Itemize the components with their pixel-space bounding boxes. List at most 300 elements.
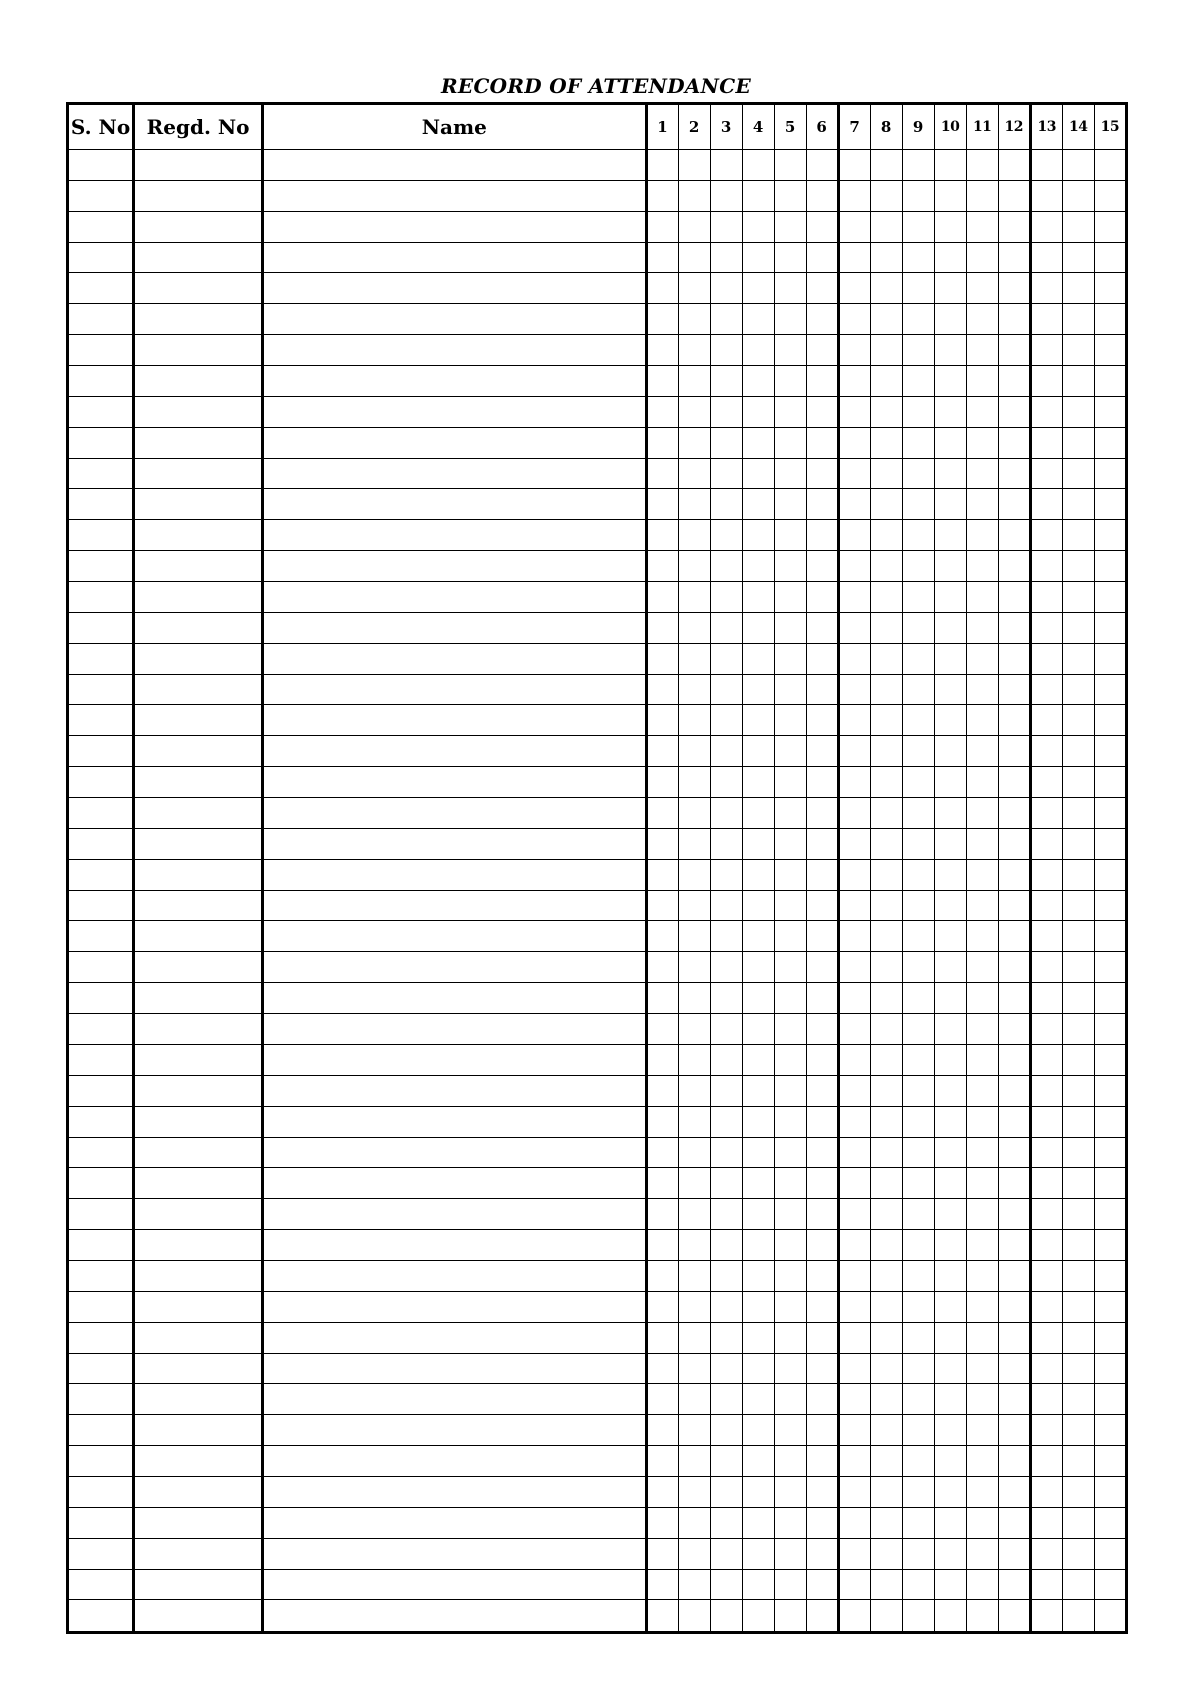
day-12-cell: [998, 612, 1030, 643]
day-3-cell: [710, 304, 742, 335]
day-3-cell: [710, 798, 742, 829]
day-11-cell: [966, 859, 998, 890]
name-cell: [263, 211, 646, 242]
day-9-cell: [902, 643, 934, 674]
day-8-cell: [870, 705, 902, 736]
day-8-cell: [870, 458, 902, 489]
day-15-cell: [1094, 890, 1126, 921]
day-3-cell: [710, 705, 742, 736]
day-10-cell: [934, 736, 966, 767]
day-8-cell: [870, 983, 902, 1014]
day-15-cell: [1094, 612, 1126, 643]
day-8-cell: [870, 335, 902, 366]
day-14-cell: [1062, 643, 1094, 674]
day-8-cell: [870, 674, 902, 705]
serial-number-cell: [68, 1137, 134, 1168]
day-4-cell: [742, 674, 774, 705]
day-2-cell: [678, 1199, 710, 1230]
day-13-cell: [1030, 273, 1062, 304]
day-7-cell: [838, 1291, 870, 1322]
day-3-cell: [710, 1168, 742, 1199]
serial-number-cell: [68, 1230, 134, 1261]
day-1-cell: [646, 921, 678, 952]
day-10-cell: [934, 1353, 966, 1384]
day-3-cell: [710, 1569, 742, 1600]
header-day-11: 11: [966, 104, 998, 150]
table-row: [68, 1260, 1127, 1291]
day-14-cell: [1062, 1322, 1094, 1353]
serial-number-cell: [68, 1106, 134, 1137]
day-14-cell: [1062, 1600, 1094, 1633]
day-14-cell: [1062, 674, 1094, 705]
day-2-cell: [678, 1384, 710, 1415]
day-15-cell: [1094, 396, 1126, 427]
day-14-cell: [1062, 1106, 1094, 1137]
day-14-cell: [1062, 1415, 1094, 1446]
day-14-cell: [1062, 890, 1094, 921]
day-6-cell: [806, 1507, 838, 1538]
day-2-cell: [678, 1600, 710, 1633]
day-10-cell: [934, 180, 966, 211]
registration-number-cell: [134, 1137, 263, 1168]
table-row: [68, 489, 1127, 520]
day-15-cell: [1094, 828, 1126, 859]
day-2-cell: [678, 242, 710, 273]
day-3-cell: [710, 1137, 742, 1168]
day-1-cell: [646, 736, 678, 767]
day-5-cell: [774, 242, 806, 273]
day-3-cell: [710, 1476, 742, 1507]
day-2-cell: [678, 1260, 710, 1291]
day-15-cell: [1094, 1014, 1126, 1045]
day-14-cell: [1062, 1507, 1094, 1538]
day-9-cell: [902, 304, 934, 335]
day-5-cell: [774, 304, 806, 335]
day-13-cell: [1030, 798, 1062, 829]
day-10-cell: [934, 366, 966, 397]
day-7-cell: [838, 180, 870, 211]
day-4-cell: [742, 242, 774, 273]
day-1-cell: [646, 1415, 678, 1446]
name-cell: [263, 1446, 646, 1477]
day-6-cell: [806, 1446, 838, 1477]
registration-number-cell: [134, 1446, 263, 1477]
day-9-cell: [902, 1415, 934, 1446]
day-9-cell: [902, 335, 934, 366]
day-1-cell: [646, 1600, 678, 1633]
day-8-cell: [870, 798, 902, 829]
day-10-cell: [934, 489, 966, 520]
registration-number-cell: [134, 366, 263, 397]
day-8-cell: [870, 736, 902, 767]
day-14-cell: [1062, 366, 1094, 397]
day-5-cell: [774, 1507, 806, 1538]
serial-number-cell: [68, 798, 134, 829]
serial-number-cell: [68, 1044, 134, 1075]
day-7-cell: [838, 489, 870, 520]
day-15-cell: [1094, 1476, 1126, 1507]
day-11-cell: [966, 1014, 998, 1045]
table-row: [68, 1322, 1127, 1353]
day-1-cell: [646, 1044, 678, 1075]
header-day-14: 14: [1062, 104, 1094, 150]
day-13-cell: [1030, 736, 1062, 767]
day-12-cell: [998, 674, 1030, 705]
registration-number-cell: [134, 551, 263, 582]
day-4-cell: [742, 582, 774, 613]
serial-number-cell: [68, 1322, 134, 1353]
day-14-cell: [1062, 1353, 1094, 1384]
name-cell: [263, 1199, 646, 1230]
day-14-cell: [1062, 242, 1094, 273]
day-14-cell: [1062, 1168, 1094, 1199]
day-9-cell: [902, 1476, 934, 1507]
registration-number-cell: [134, 1260, 263, 1291]
day-3-cell: [710, 273, 742, 304]
day-7-cell: [838, 1137, 870, 1168]
day-14-cell: [1062, 335, 1094, 366]
day-10-cell: [934, 1014, 966, 1045]
day-8-cell: [870, 643, 902, 674]
day-10-cell: [934, 705, 966, 736]
day-11-cell: [966, 489, 998, 520]
name-cell: [263, 674, 646, 705]
name-cell: [263, 273, 646, 304]
day-2-cell: [678, 798, 710, 829]
name-cell: [263, 1600, 646, 1633]
day-6-cell: [806, 582, 838, 613]
header-row: [68, 104, 1127, 150]
day-7-cell: [838, 1106, 870, 1137]
day-12-cell: [998, 1569, 1030, 1600]
day-15-cell: [1094, 1569, 1126, 1600]
registration-number-cell: [134, 643, 263, 674]
name-cell: [263, 798, 646, 829]
day-3-cell: [710, 1322, 742, 1353]
serial-number-cell: [68, 921, 134, 952]
serial-number-cell: [68, 1600, 134, 1633]
serial-number-cell: [68, 304, 134, 335]
day-8-cell: [870, 489, 902, 520]
day-5-cell: [774, 828, 806, 859]
day-12-cell: [998, 983, 1030, 1014]
day-8-cell: [870, 890, 902, 921]
serial-number-cell: [68, 582, 134, 613]
day-1-cell: [646, 828, 678, 859]
day-6-cell: [806, 1230, 838, 1261]
serial-number-cell: [68, 211, 134, 242]
day-2-cell: [678, 612, 710, 643]
day-5-cell: [774, 273, 806, 304]
day-11-cell: [966, 798, 998, 829]
day-9-cell: [902, 612, 934, 643]
registration-number-cell: [134, 242, 263, 273]
registration-number-cell: [134, 1415, 263, 1446]
day-15-cell: [1094, 983, 1126, 1014]
table-row: [68, 551, 1127, 582]
day-10-cell: [934, 828, 966, 859]
day-13-cell: [1030, 150, 1062, 181]
day-11-cell: [966, 1044, 998, 1075]
name-cell: [263, 1569, 646, 1600]
day-15-cell: [1094, 1322, 1126, 1353]
day-9-cell: [902, 396, 934, 427]
day-8-cell: [870, 1106, 902, 1137]
day-4-cell: [742, 427, 774, 458]
day-13-cell: [1030, 859, 1062, 890]
day-15-cell: [1094, 798, 1126, 829]
day-14-cell: [1062, 1075, 1094, 1106]
day-5-cell: [774, 1384, 806, 1415]
day-11-cell: [966, 304, 998, 335]
day-2-cell: [678, 1106, 710, 1137]
day-8-cell: [870, 273, 902, 304]
registration-number-cell: [134, 983, 263, 1014]
day-6-cell: [806, 180, 838, 211]
serial-number-cell: [68, 1507, 134, 1538]
day-13-cell: [1030, 674, 1062, 705]
day-5-cell: [774, 736, 806, 767]
day-15-cell: [1094, 1507, 1126, 1538]
table-row: [68, 890, 1127, 921]
day-9-cell: [902, 921, 934, 952]
day-4-cell: [742, 1384, 774, 1415]
day-11-cell: [966, 1230, 998, 1261]
name-cell: [263, 1291, 646, 1322]
table-row: [68, 1230, 1127, 1261]
day-12-cell: [998, 180, 1030, 211]
day-10-cell: [934, 1260, 966, 1291]
day-12-cell: [998, 1291, 1030, 1322]
day-8-cell: [870, 859, 902, 890]
day-14-cell: [1062, 1569, 1094, 1600]
day-5-cell: [774, 983, 806, 1014]
day-3-cell: [710, 180, 742, 211]
day-5-cell: [774, 427, 806, 458]
table-row: [68, 1538, 1127, 1569]
day-1-cell: [646, 1199, 678, 1230]
registration-number-cell: [134, 736, 263, 767]
day-3-cell: [710, 1384, 742, 1415]
day-12-cell: [998, 643, 1030, 674]
table-row: [68, 643, 1127, 674]
day-15-cell: [1094, 242, 1126, 273]
registration-number-cell: [134, 1168, 263, 1199]
day-11-cell: [966, 520, 998, 551]
day-4-cell: [742, 1230, 774, 1261]
day-10-cell: [934, 273, 966, 304]
day-11-cell: [966, 1538, 998, 1569]
day-5-cell: [774, 1075, 806, 1106]
day-13-cell: [1030, 396, 1062, 427]
name-cell: [263, 1168, 646, 1199]
day-6-cell: [806, 1044, 838, 1075]
day-11-cell: [966, 366, 998, 397]
registration-number-cell: [134, 612, 263, 643]
day-10-cell: [934, 612, 966, 643]
day-4-cell: [742, 520, 774, 551]
table-row: [68, 211, 1127, 242]
day-14-cell: [1062, 489, 1094, 520]
table-row: [68, 1415, 1127, 1446]
table-row: [68, 1569, 1127, 1600]
serial-number-cell: [68, 1291, 134, 1322]
name-cell: [263, 335, 646, 366]
day-5-cell: [774, 582, 806, 613]
day-4-cell: [742, 1600, 774, 1633]
day-6-cell: [806, 1538, 838, 1569]
day-13-cell: [1030, 1353, 1062, 1384]
day-12-cell: [998, 952, 1030, 983]
day-10-cell: [934, 1106, 966, 1137]
day-6-cell: [806, 612, 838, 643]
day-10-cell: [934, 520, 966, 551]
day-10-cell: [934, 952, 966, 983]
serial-number-cell: [68, 1260, 134, 1291]
registration-number-cell: [134, 890, 263, 921]
day-12-cell: [998, 1507, 1030, 1538]
day-11-cell: [966, 150, 998, 181]
serial-number-cell: [68, 612, 134, 643]
name-cell: [263, 1322, 646, 1353]
table-row: [68, 458, 1127, 489]
day-11-cell: [966, 1322, 998, 1353]
day-1-cell: [646, 304, 678, 335]
day-5-cell: [774, 1600, 806, 1633]
day-8-cell: [870, 1600, 902, 1633]
day-13-cell: [1030, 705, 1062, 736]
day-9-cell: [902, 242, 934, 273]
day-2-cell: [678, 582, 710, 613]
day-4-cell: [742, 1106, 774, 1137]
day-13-cell: [1030, 643, 1062, 674]
day-3-cell: [710, 1230, 742, 1261]
name-cell: [263, 582, 646, 613]
day-3-cell: [710, 1075, 742, 1106]
day-6-cell: [806, 1199, 838, 1230]
table-row: [68, 1353, 1127, 1384]
name-cell: [263, 1075, 646, 1106]
day-6-cell: [806, 1291, 838, 1322]
day-12-cell: [998, 1106, 1030, 1137]
day-13-cell: [1030, 1538, 1062, 1569]
day-11-cell: [966, 767, 998, 798]
day-10-cell: [934, 1075, 966, 1106]
day-12-cell: [998, 520, 1030, 551]
day-15-cell: [1094, 180, 1126, 211]
day-11-cell: [966, 1168, 998, 1199]
day-9-cell: [902, 150, 934, 181]
table-row: [68, 674, 1127, 705]
day-5-cell: [774, 705, 806, 736]
table-row: [68, 1137, 1127, 1168]
day-7-cell: [838, 1600, 870, 1633]
day-1-cell: [646, 1260, 678, 1291]
day-13-cell: [1030, 304, 1062, 335]
day-12-cell: [998, 150, 1030, 181]
serial-number-cell: [68, 1014, 134, 1045]
registration-number-cell: [134, 1384, 263, 1415]
day-11-cell: [966, 1199, 998, 1230]
day-8-cell: [870, 1507, 902, 1538]
day-12-cell: [998, 1137, 1030, 1168]
registration-number-cell: [134, 1569, 263, 1600]
serial-number-cell: [68, 520, 134, 551]
day-2-cell: [678, 983, 710, 1014]
day-13-cell: [1030, 335, 1062, 366]
table-row: [68, 1507, 1127, 1538]
day-12-cell: [998, 705, 1030, 736]
day-12-cell: [998, 335, 1030, 366]
day-1-cell: [646, 983, 678, 1014]
day-5-cell: [774, 1322, 806, 1353]
day-6-cell: [806, 859, 838, 890]
name-cell: [263, 1384, 646, 1415]
day-9-cell: [902, 1230, 934, 1261]
day-11-cell: [966, 180, 998, 211]
day-6-cell: [806, 1075, 838, 1106]
serial-number-cell: [68, 983, 134, 1014]
day-13-cell: [1030, 1106, 1062, 1137]
day-14-cell: [1062, 1476, 1094, 1507]
day-9-cell: [902, 458, 934, 489]
day-12-cell: [998, 427, 1030, 458]
name-cell: [263, 458, 646, 489]
day-4-cell: [742, 1137, 774, 1168]
registration-number-cell: [134, 859, 263, 890]
day-2-cell: [678, 736, 710, 767]
day-10-cell: [934, 150, 966, 181]
day-8-cell: [870, 242, 902, 273]
day-11-cell: [966, 674, 998, 705]
day-10-cell: [934, 767, 966, 798]
serial-number-cell: [68, 1569, 134, 1600]
day-6-cell: [806, 366, 838, 397]
day-3-cell: [710, 767, 742, 798]
day-9-cell: [902, 983, 934, 1014]
day-9-cell: [902, 1199, 934, 1230]
day-4-cell: [742, 1415, 774, 1446]
day-7-cell: [838, 1199, 870, 1230]
day-12-cell: [998, 242, 1030, 273]
day-15-cell: [1094, 1384, 1126, 1415]
day-11-cell: [966, 1476, 998, 1507]
day-6-cell: [806, 304, 838, 335]
day-5-cell: [774, 1538, 806, 1569]
day-7-cell: [838, 273, 870, 304]
header-day-9: 9: [902, 104, 934, 150]
day-7-cell: [838, 427, 870, 458]
day-10-cell: [934, 859, 966, 890]
day-12-cell: [998, 798, 1030, 829]
day-3-cell: [710, 952, 742, 983]
day-12-cell: [998, 211, 1030, 242]
day-9-cell: [902, 520, 934, 551]
day-5-cell: [774, 1353, 806, 1384]
day-9-cell: [902, 1291, 934, 1322]
day-5-cell: [774, 335, 806, 366]
day-13-cell: [1030, 952, 1062, 983]
day-11-cell: [966, 828, 998, 859]
day-11-cell: [966, 643, 998, 674]
day-1-cell: [646, 520, 678, 551]
name-cell: [263, 736, 646, 767]
registration-number-cell: [134, 767, 263, 798]
day-3-cell: [710, 674, 742, 705]
day-9-cell: [902, 767, 934, 798]
day-9-cell: [902, 890, 934, 921]
day-5-cell: [774, 859, 806, 890]
